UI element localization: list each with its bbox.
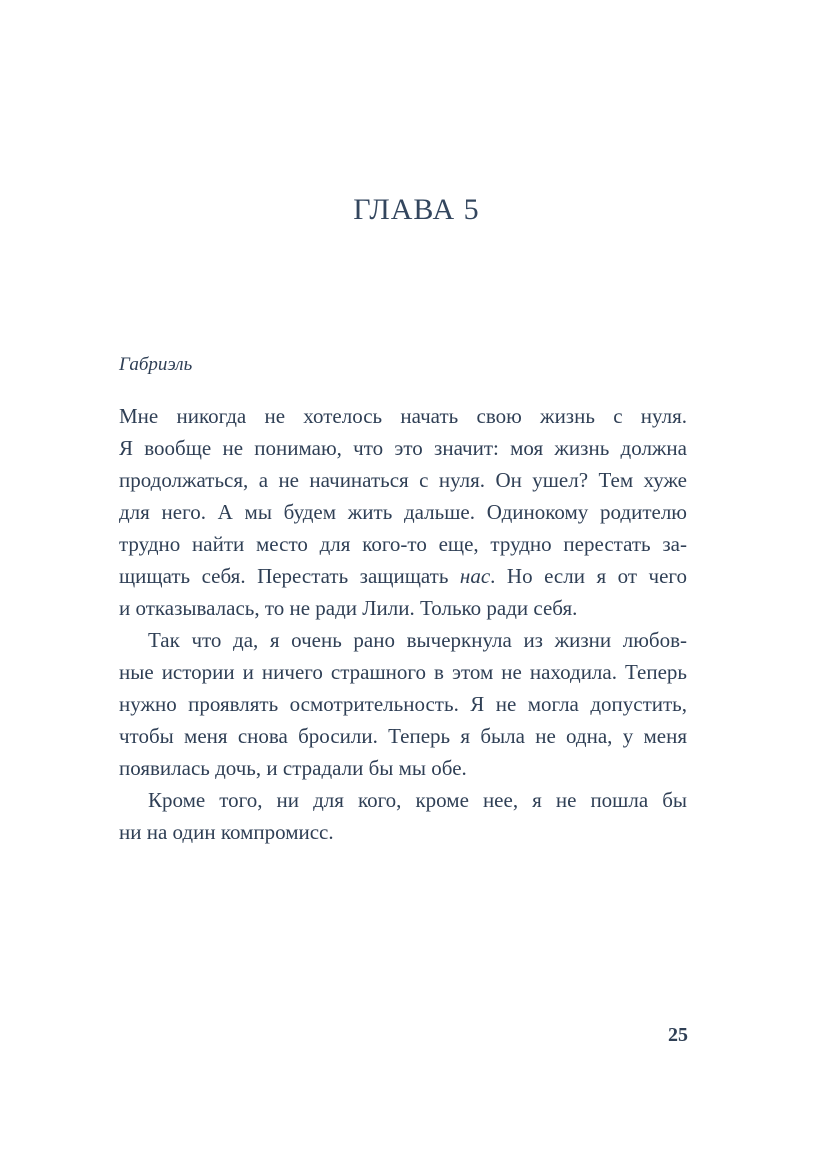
paragraph-3 (119, 784, 687, 848)
text-line: нужно проявлять осмотрительность. Я не могла допустить, (119, 692, 687, 716)
text-line: и отказывалась, то не ради Лили. Только ради себя. (119, 596, 578, 620)
emphasized-word: нас (459, 564, 491, 588)
page-number: 25 (668, 1024, 688, 1046)
text-line: продолжаться, а не начинаться с нуля. Он ушел? Тем хуже (119, 468, 687, 492)
narrator-name: Габриэль (119, 354, 193, 375)
text-segment: . Но если я от чего (490, 564, 687, 588)
paragraph-1 (119, 400, 687, 624)
text-segment: щищать себя. Перестать защищать (119, 564, 460, 588)
text-line: Так что да, я очень рано вычеркнула из жизни любов- (148, 628, 687, 652)
text-line: появилась дочь, и страдали бы мы обе. (119, 756, 467, 780)
text-line: трудно найти место для кого-то еще, трудно перестать за- (119, 532, 687, 556)
text-line: чтобы меня снова бросили. Теперь я была не одна, у меня (119, 724, 687, 748)
text-line (119, 560, 687, 592)
text-line: Кроме того, ни для кого, кроме нее, я не пошла бы (148, 788, 687, 812)
text-line: ни на один компромисс. (119, 820, 334, 844)
text-line: Мне никогда не хотелось начать свою жизнь с нуля. (119, 404, 687, 428)
text-line: Я вообще не понимаю, что это значит: моя жизнь должна (119, 436, 687, 460)
text-line: ные истории и ничего страшного в этом не находила. Теперь (119, 660, 687, 684)
text-line: для него. А мы будем жить дальше. Одинокому родителю (119, 500, 687, 524)
paragraph-2 (119, 624, 687, 784)
chapter-title: ГЛАВА 5 (353, 193, 480, 226)
